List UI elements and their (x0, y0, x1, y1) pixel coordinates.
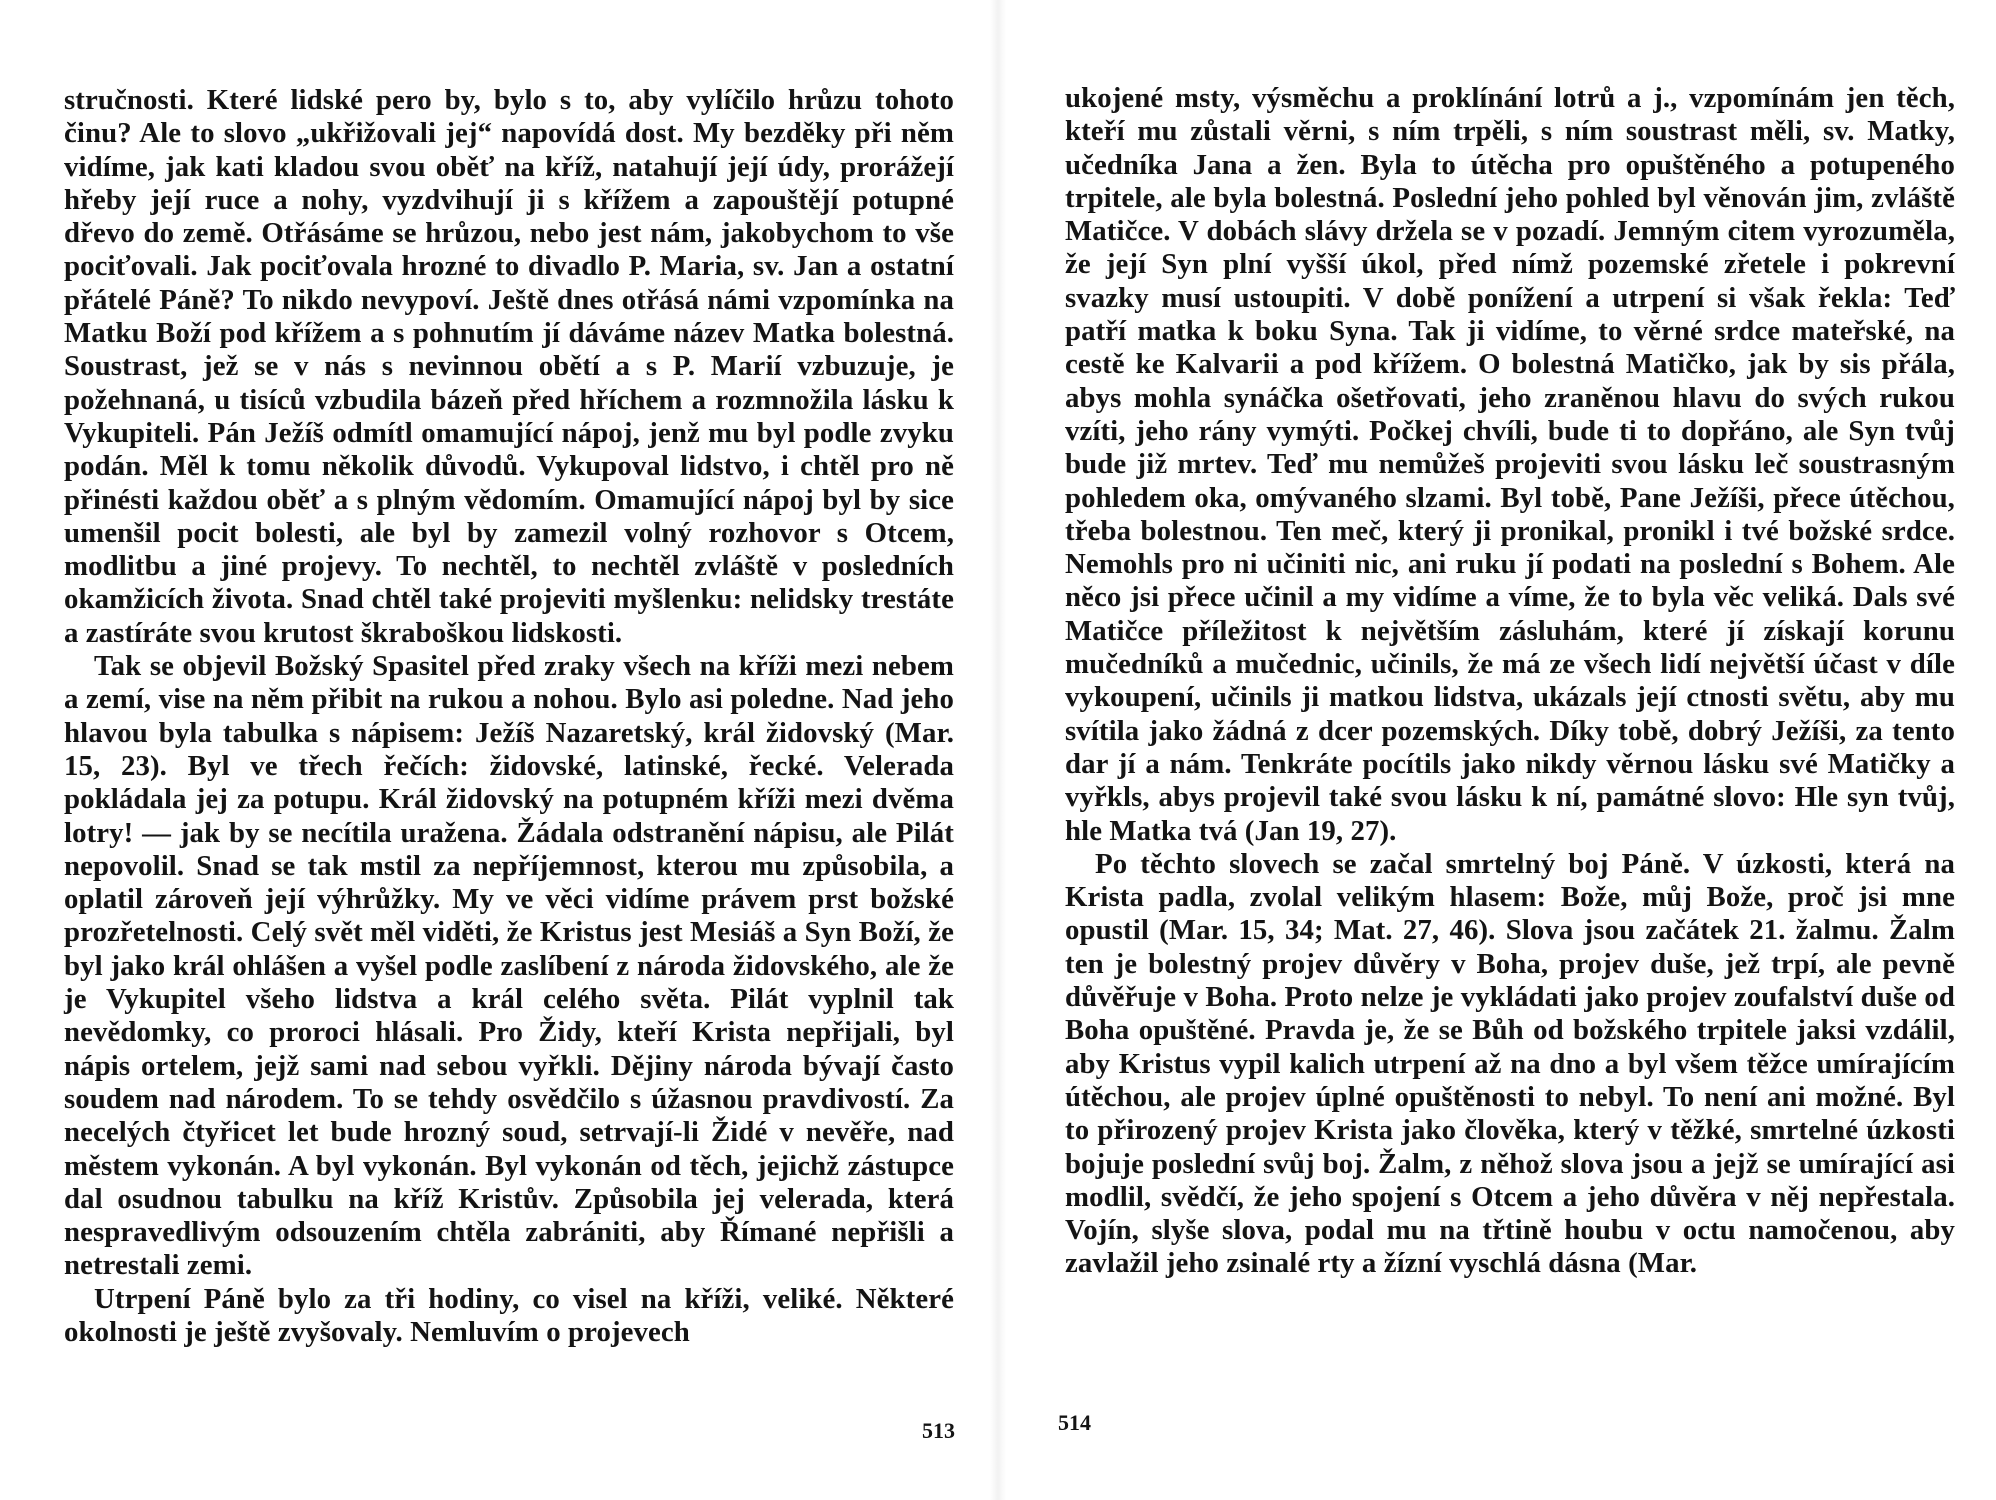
page-number: 513 (922, 1418, 955, 1443)
paragraph: Utrpení Páně bylo za tři hodiny, co visel na kříži, veliké. Některé okolnosti je ještě zvyšovaly. Nemluvím o projevech (64, 1282, 954, 1348)
page-number: 514 (1058, 1410, 1091, 1435)
paragraph: Tak se objevil Božský Spasitel před zraky všech na kříži mezi nebem a zemí, vise na něm přibit na rukou a nohou. Bylo asi poledne. Nad jeho hlavou byla tabulka s nápisem: Ježíš Nazaretský, král židovský (Mar. 15, 23). Byl ve třech řečích: židovské, latinské, řecké. Velerada pokládala jej za potupu. Král židovský na potupném kříži mezi dvěma lotry! — jak by se necítila uražena. Žádala odstranění nápisu, ale Pilát nepovolil. Snad se tak mstil za nepříjemnost, kterou mu způsobila, a oplatil zároveň její výhrůžky. My ve věci vidíme právem prst božské prozřetelnosti. Celý svět měl viděti, že Kristus jest Mesiáš a Syn Boží, že byl jako král ohlášen a vyšel podle zaslíbení z národa židovského, ale že je Vykupitel všeho lidstva a král celého světa. Pilát vyplnil tak nevědomky, co proroci hlásali. Pro Židy, kteří Krista nepřijali, byl nápis ortelem, jejž sami nad sebou vyřkli. Dějiny národa bývají často soudem nad národem. To se tehdy osvědčilo s úžasnou pravdivostí. Za necelých čtyřicet let bude hrozný soud, setrvají-li Židé v nevěře, nad městem vykonán. A byl vykonán. Byl vykonán od těch, jejichž zástupce dal osudnou tabulku na kříž Kristův. Způsobila jej velerada, která nespravedlivým odsouzením chtěla zabrániti, aby Římané nepřišli a netrestali zemi. (64, 650, 954, 1282)
paragraph: ukojené msty, výsměchu a proklínání lotrů a j., vzpomínám jen těch, kteří mu zůstali věrni, s ním trpěli, s ním soustrast měli, sv. Matky, učedníka Jana a žen. Byla to útěcha pro opuštěného a potupeného trpitele, ale byla bolestná. Poslední jeho pohled byl věnován jim, zvláště Matičce. V dobách slávy držela se v pozadí. Jemným citem vyrozuměla, že její Syn plní vyšší úkol, před nímž pozemské zřetele i pokrevní svazky musí ustoupiti. V době ponížení a utrpení si však řekla: Teď patří matka k boku Syna. Tak ji vidíme, to věrné srdce mateřské, na cestě ke Kalvarii a pod křížem. O bolestná Matičko, jak by sis přála, abys mohla synáčka ošetřovati, jeho zraněnou hlavu do svých rukou vzíti, jeho rány vymýti. Počkej chvíli, bude ti to dopřáno, ale Syn tvůj bude již mrtev. Teď mu nemůžeš projeviti svou lásku leč soustrasným pohledem oka, omývaného slzami. Byl tobě, Pane Ježíši, přece útěchou, třeba bolestnou. Ten meč, který ji pronikal, pronikl i tvé božské srdce. Nemohls pro ni učiniti nic, ani ruku jí podati na poslední s Bohem. Ale něco jsi přece učinil a my vidíme a víme, že to byla věc veliká. Dals své Matičce příležitost k největším zásluhám, které jí získají korunu mučedníků a mučednic, učinils, že má ze všech lidí největší účast v díle vykoupení, učinils ji matkou lidstva, ukázals její ctnosti světu, aby mu svítila jako žádná z dcer pozemských. Díky tobě, dobrý Ježíši, za tento dar jí a nám. Tenkráte pocítils jako nikdy věrnou lásku své Matičky a vyřkls, abys projevil také svou lásku k ní, památné slovo: Hle syn tvůj, hle Matka tvá (Jan 19, 27). (1065, 82, 1955, 847)
left-page-text (64, 84, 954, 1349)
paragraph: Po těchto slovech se začal smrtelný boj Páně. V úzkosti, která na Krista padla, zvolal velikým hlasem: Bože, můj Bože, proč jsi mne opustil (Mar. 15, 34; Mat. 27, 46). Slova jsou začátek 21. žalmu. Žalm ten je bolestný projev důvěry v Boha, projev duše, jež trpí, ale pevně důvěřuje v Boha. Proto nelze je vykládati jako projev zoufalství duše od Boha opuštěné. Pravda je, že se Bůh od božského trpitele jaksi vzdálil, aby Kristus vypil kalich utrpení až na dno a byl všem těžce umírajícím útěchou, ale projev úplné opuštěnosti to nebyl. To není ani možné. Byl to přirozený projev Krista jako člověka, který v těžké, smrtelné úzkosti bojuje poslední svůj boj. Žalm, z něhož slova jsou a jejž se umírající asi modlil, svědčí, že jeho spojení s Otcem a jeho důvěra v něj nepřestala. Vojín, slyše slova, podal mu na třtině houbu v octu namočenou, aby zavlažil jeho zsinalé rty a žízní vyschlá dásna (Mar. (1065, 847, 1955, 1280)
right-page (998, 0, 1996, 1500)
paragraph: stručnosti. Které lidské pero by, bylo s to, aby vylíčilo hrůzu tohoto činu? Ale to slovo „ukřižovali jej“ napovídá dost. My bezděky při něm vidíme, jak kati kladou svou oběť na kříž, natahují její údy, prorážejí hřeby její ruce a nohy, vyzdvihují ji s křížem a zapouštějí potupné dřevo do země. Otřásáme se hrůzou, nebo jest nám, jakobychom to vše pociťovali. Jak pociťovala hrozné to divadlo P. Maria, sv. Jan a ostatní přátelé Páně? To nikdo nevypoví. Ještě dnes otřásá námi vzpomínka na Matku Boží pod křížem a s pohnutím jí dáváme název Matka bolestná. Soustrast, jež se v nás s nevinnou obětí a s P. Marií vzbuzuje, je požehnaná, u tisíců vzbudila bázeň před hříchem a rozmnožila lásku k Vykupiteli. Pán Ježíš odmítl omamující nápoj, jenž mu byl podle zvyku podán. Měl k tomu několik důvodů. Vykupoval lidstvo, i chtěl pro ně přinésti každou oběť a s plným vědomím. Omamující nápoj byl by sice umenšil pocit bolesti, ale byl by zamezil volný rozhovor s Otcem, modlitbu a jiné projevy. To nechtěl, to nechtěl zvláště v posledních okamžicích života. Snad chtěl také projeviti myšlenku: nelidsky trestáte a zastíráte svou krutost škraboškou lidskosti. (64, 84, 954, 649)
right-page-text (1065, 82, 1955, 1281)
